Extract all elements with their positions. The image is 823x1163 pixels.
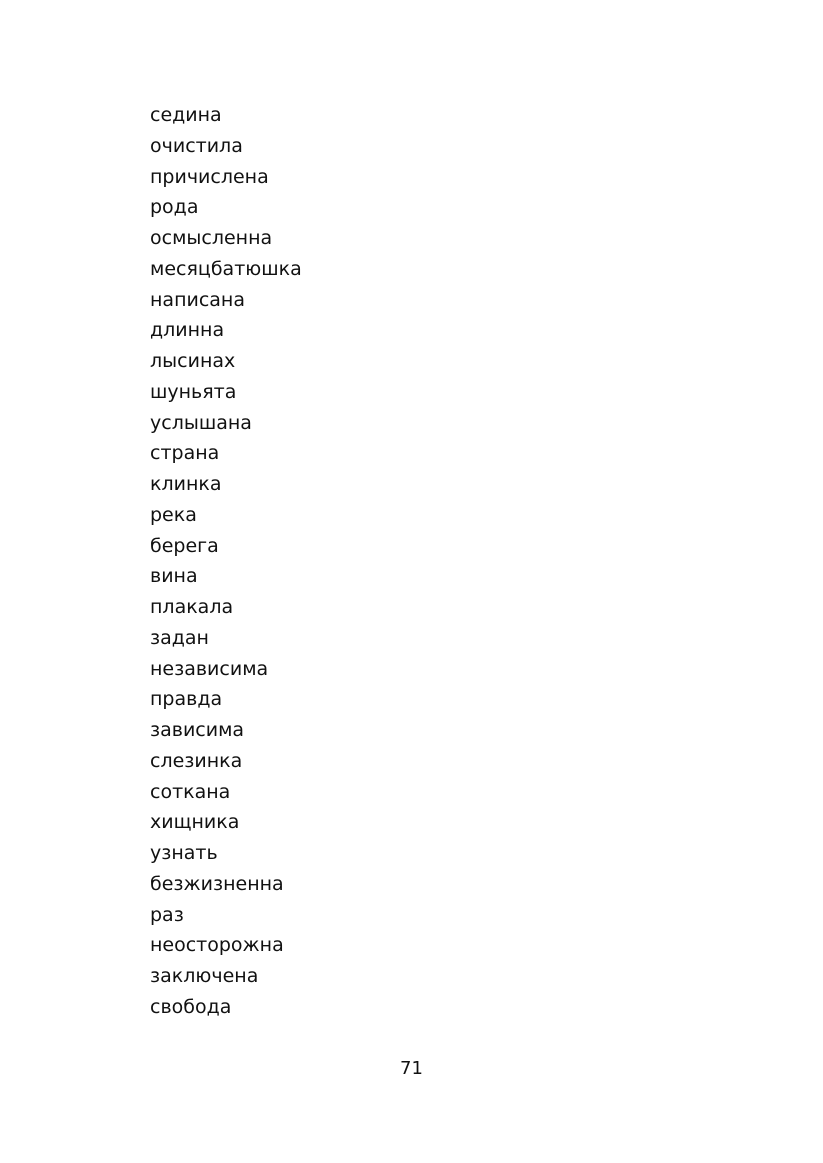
word: соткана: [150, 780, 231, 803]
word: узнать: [150, 842, 218, 864]
word-list: [150, 103, 302, 1026]
word: хищника: [150, 811, 240, 834]
word: безжизненна: [150, 872, 284, 895]
word: очистила: [150, 134, 243, 157]
word: задан: [150, 626, 209, 649]
word: лысинах: [150, 350, 236, 372]
word: клинка: [150, 473, 222, 495]
word: неосторожна: [150, 934, 284, 957]
word: плакала: [150, 596, 234, 618]
word: седина: [150, 104, 222, 126]
word: заключена: [150, 965, 259, 987]
word: услышана: [150, 411, 252, 434]
word: длинна: [150, 319, 225, 342]
word: страна: [150, 442, 220, 465]
word: раз: [150, 903, 184, 926]
word: шуньята: [150, 380, 237, 403]
word: причислена: [150, 165, 269, 188]
word: осмысленна: [150, 227, 273, 249]
word: месяцбатюшка: [150, 257, 302, 280]
word: река: [150, 503, 197, 526]
word: независима: [150, 657, 269, 680]
page-number: 71: [400, 1058, 423, 1079]
word: слезинка: [150, 749, 243, 772]
word: зависима: [150, 719, 245, 741]
word: вина: [150, 565, 198, 588]
word: рода: [150, 196, 199, 219]
word: написана: [150, 288, 245, 311]
word: берега: [150, 534, 219, 557]
word: свобода: [150, 995, 232, 1018]
word: правда: [150, 688, 223, 711]
